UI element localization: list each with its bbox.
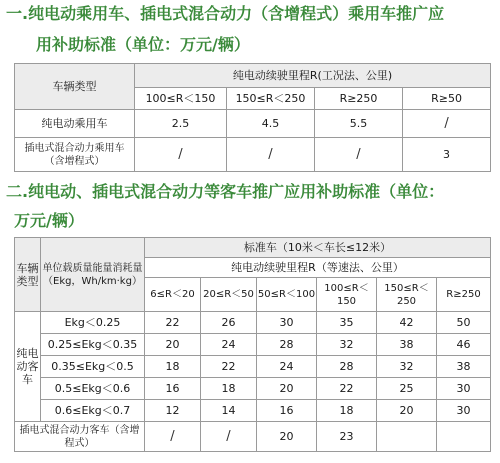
table-cell: 25 [377, 378, 437, 400]
table-cell: 22 [145, 312, 201, 334]
row-label: Ekg＜0.25 [41, 312, 145, 334]
table-cell: 20 [145, 334, 201, 356]
range-column-header: 150≤R＜250 [227, 88, 315, 110]
table-cell: / [315, 138, 403, 172]
row-label: 插电式混合动力乘用车（含增程式） [15, 138, 135, 172]
table-cell: 46 [437, 334, 491, 356]
table-cell: 50 [437, 312, 491, 334]
bev-group-label: 纯电动客车 [15, 312, 41, 422]
table-cell: 26 [201, 312, 257, 334]
table-cell: 2.5 [135, 110, 227, 138]
table-cell: / [403, 110, 491, 138]
table-cell: 38 [437, 356, 491, 378]
range-header: 纯电动续驶里程R(工况法、公里) [135, 64, 491, 88]
range-column-header: 50≤R＜100 [257, 278, 317, 312]
section1-title-line1: 一.纯电动乘用车、插电式混合动力（含增程式）乘用车推广应 [6, 4, 445, 23]
vehicle-type-header: 车辆类型 [15, 238, 41, 312]
table-cell: 20 [257, 378, 317, 400]
range-column-header: 100≤R＜150 [135, 88, 227, 110]
range-header: 纯电动续驶里程R（等速法、公里） [145, 258, 491, 278]
table-cell: 24 [201, 334, 257, 356]
table-cell: 28 [317, 356, 377, 378]
table-cell: 24 [257, 356, 317, 378]
range-column-header: R≥250 [437, 278, 491, 312]
table-cell: 3 [403, 138, 491, 172]
table-cell: 18 [145, 356, 201, 378]
table-cell: 20 [377, 400, 437, 422]
table-cell: 32 [317, 334, 377, 356]
table-cell: 30 [437, 400, 491, 422]
row-label: 0.35≤Ekg＜0.5 [41, 356, 145, 378]
table-cell: / [201, 422, 257, 452]
range-column-header: 6≤R＜20 [145, 278, 201, 312]
table-cell: / [135, 138, 227, 172]
row-label: 0.25≤Ekg＜0.35 [41, 334, 145, 356]
passenger-car-subsidy-table [14, 63, 491, 172]
table-cell: 16 [257, 400, 317, 422]
table-cell: 30 [437, 378, 491, 400]
row-label: 0.5≤Ekg＜0.6 [41, 378, 145, 400]
table-cell: 42 [377, 312, 437, 334]
table-cell: / [145, 422, 201, 452]
table-cell: 18 [317, 400, 377, 422]
table-cell: 18 [201, 378, 257, 400]
range-column-header: R≥250 [315, 88, 403, 110]
table-cell: 22 [201, 356, 257, 378]
bus-subsidy-table [14, 237, 491, 452]
table-cell: 23 [317, 422, 377, 452]
table-cell: 16 [145, 378, 201, 400]
section1-title-line2: 用补助标准（单位：万元/辆） [36, 35, 250, 54]
row-label: 0.6≤Ekg＜0.7 [41, 400, 145, 422]
table-cell: 30 [257, 312, 317, 334]
table-cell: 20 [257, 422, 317, 452]
table-cell: 4.5 [227, 110, 315, 138]
range-column-header: R≥50 [403, 88, 491, 110]
table-cell: 32 [377, 356, 437, 378]
table-cell: 38 [377, 334, 437, 356]
vehicle-type-header: 车辆类型 [15, 64, 135, 110]
section2-title-line2: 万元/辆） [14, 211, 84, 230]
section2-title-line1: 二.纯电动、插电式混合动力等客车推广应用补助标准（单位： [6, 182, 445, 201]
range-column-header: 20≤R＜50 [201, 278, 257, 312]
table-cell: 14 [201, 400, 257, 422]
table-cell: 28 [257, 334, 317, 356]
range-column-header: 100≤R＜150 [317, 278, 377, 312]
table-cell: 12 [145, 400, 201, 422]
energy-consumption-header: 单位载质量能量消耗量（Ekg，Wh/km·kg） [41, 238, 145, 312]
row-label: 纯电动乘用车 [15, 110, 135, 138]
table-cell [377, 422, 437, 452]
table-cell: 35 [317, 312, 377, 334]
table-cell [437, 422, 491, 452]
standard-vehicle-header: 标准车（10米＜车长≤12米） [145, 238, 491, 258]
range-column-header: 150≤R＜250 [377, 278, 437, 312]
row-label: 插电式混合动力客车（含增程式） [15, 422, 145, 452]
table-cell: 5.5 [315, 110, 403, 138]
table-cell: / [227, 138, 315, 172]
table-cell: 22 [317, 378, 377, 400]
